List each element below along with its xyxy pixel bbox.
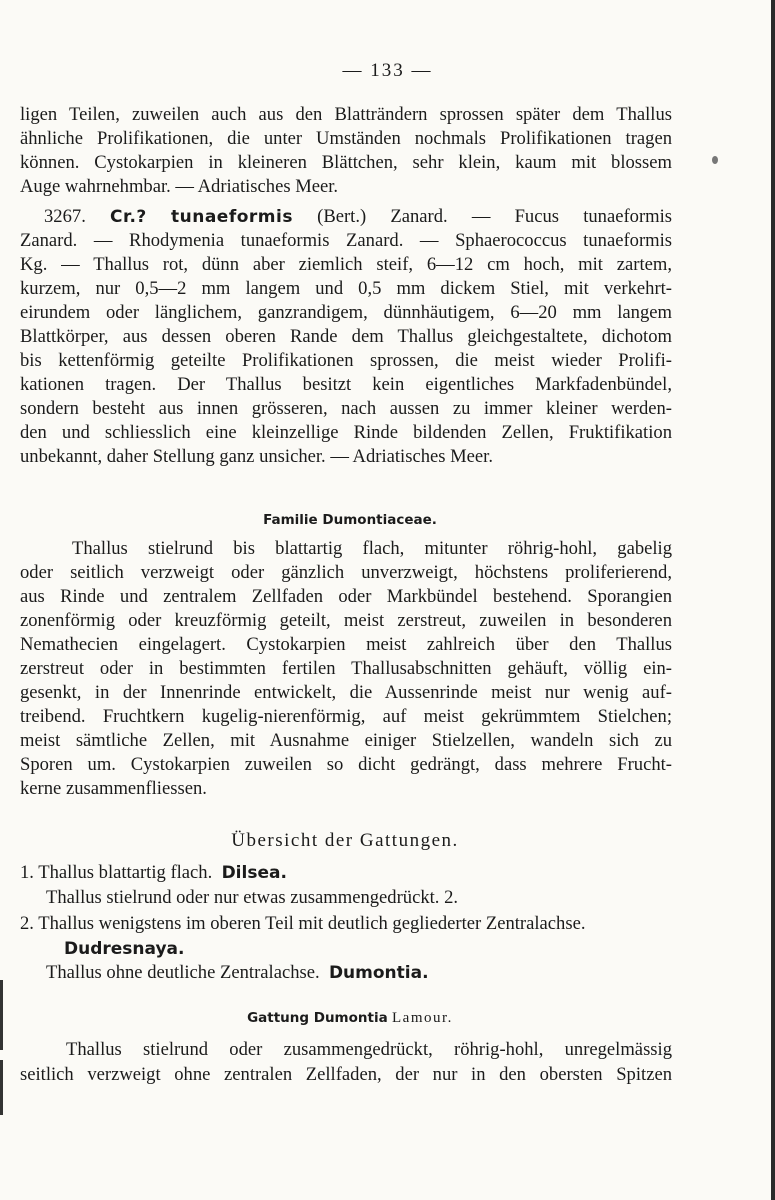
text-line: sondern besteht aus innen grösseren, nach aussen zu immer kleiner werden- (20, 398, 672, 419)
text-line: Zanard. — Rhodymenia tunaeformis Zanard. — Sphaerococcus tunaeformis (20, 230, 672, 251)
species-entry-heading (20, 205, 672, 229)
species-epithet: tunaeformis (170, 207, 293, 227)
text-line: kurzem, nur 0,5—2 mm langem und 0,5 mm dickem Stiel, mit verkehrt- (20, 278, 672, 299)
text-line: bis kettenförmig geteilte Prolifikationen sprossen, die meist wieder Prolifi- (20, 350, 672, 371)
scan-speck (712, 156, 718, 164)
text-line: Nemathecien eingelagert. Cystokarpien meist zahlreich über den Thallus (20, 634, 672, 655)
key-text: Thallus ohne deutliche Zentralachse. (46, 962, 320, 983)
species-genus: Cr.? (110, 207, 147, 227)
key-entry-1a (20, 862, 287, 884)
scan-edge-mark (0, 1060, 3, 1115)
text-line: Auge wahrnehmbar. — Adriatisches Meer. (20, 176, 339, 197)
text-line: kationen tragen. Der Thallus besitzt kein eigentliches Markfadenbündel, (20, 374, 672, 395)
key-text: 1. Thallus blattartig flach. (20, 862, 213, 883)
text-line: aus Rinde und zentralem Zellfaden oder Markbündel bestehend. Sporangien (20, 586, 672, 607)
key-entry-2a: 2. Thallus wenigstens im oberen Teil mit deutlich gegliederter Zentralachse. (20, 913, 586, 934)
species-number: 3267. (44, 206, 86, 227)
text-line: gesenkt, in der Innenrinde entwickelt, die Aussenrinde meist nur wenig auf- (20, 682, 672, 703)
genus-heading (0, 1010, 700, 1027)
text-line: Thallus stielrund oder zusammengedrückt, röhrig-hohl, unregelmässig (66, 1039, 672, 1060)
text-line: oder seitlich verzweigt oder gänzlich unverzweigt, höchstens proliferierend, (20, 562, 672, 583)
key-entry-2b (46, 962, 429, 984)
text-line: unbekannt, daher Stellung ganz unsicher. — Adriatisches Meer. (20, 446, 493, 467)
species-author: (Bert.) Zanard. — Fucus tunaeformis (317, 206, 673, 227)
text-line: zerstreut oder in bestimmten fertilen Thallusabschnitten gehäuft, völlig ein- (20, 658, 672, 679)
key-genus: Dumontia. (328, 963, 429, 983)
text-line: Blattkörper, aus dessen oberen Rande dem Thallus gleichgestaltete, dichotom (20, 326, 672, 347)
key-entry-2a-genus (64, 938, 184, 960)
key-heading: Übersicht der Gattungen. (231, 830, 459, 851)
text-line: zonenförmig oder kreuzförmig geteilt, meist zerstreut, zuweilen in besonderen (20, 610, 672, 631)
text-line: können. Cystokarpien in kleineren Blättchen, sehr klein, kaum mit blossem (20, 152, 672, 173)
genus-label: Gattung Dumontia (247, 1010, 388, 1026)
key-genus: Dudresnaya. (64, 939, 185, 959)
text-line: Kg. — Thallus rot, dünn aber ziemlich steif, 6—12 cm hoch, mit zartem, (20, 254, 672, 275)
text-line: Thallus stielrund bis blattartig flach, mitunter röhrig-hohl, gabelig (72, 538, 672, 559)
text-line: ligen Teilen, zuweilen auch aus den Blatträndern sprossen später dem Thallus (20, 104, 672, 125)
text-line: seitlich verzweigt ohne zentralen Zellfaden, der nur in den obersten Spitzen (20, 1064, 672, 1085)
key-genus: Dilsea. (221, 863, 287, 883)
text-line: den und schliesslich eine kleinzellige Rinde bildenden Zellen, Fruktifikation (20, 422, 672, 443)
text-line: Sporen um. Cystokarpien zuweilen so dicht gedrängt, dass mehrere Frucht- (20, 754, 672, 775)
text-line: ähnliche Prolifikationen, die unter Umständen nochmals Prolifikationen tragen (20, 128, 672, 149)
text-line: treibend. Fruchtkern kugelig-nierenförmig, auf meist gekrümmtem Stielchen; (20, 706, 672, 727)
text-line: kerne zusammenfliessen. (20, 778, 207, 799)
text-line: meist sämtliche Zellen, mit Ausnahme einiger Stielzellen, wandeln sich zu (20, 730, 672, 751)
scan-edge-mark (0, 980, 3, 1050)
text-line: eirundem oder länglichem, ganzrandigem, dünnhäutigem, 6—20 mm langem (20, 302, 672, 323)
genus-author: Lamour. (392, 1010, 453, 1026)
family-heading: Familie Dumontiaceae. (263, 512, 437, 528)
page-number: — 133 — (342, 60, 433, 81)
key-entry-1b: Thallus stielrund oder nur etwas zusammengedrückt. 2. (46, 887, 459, 908)
